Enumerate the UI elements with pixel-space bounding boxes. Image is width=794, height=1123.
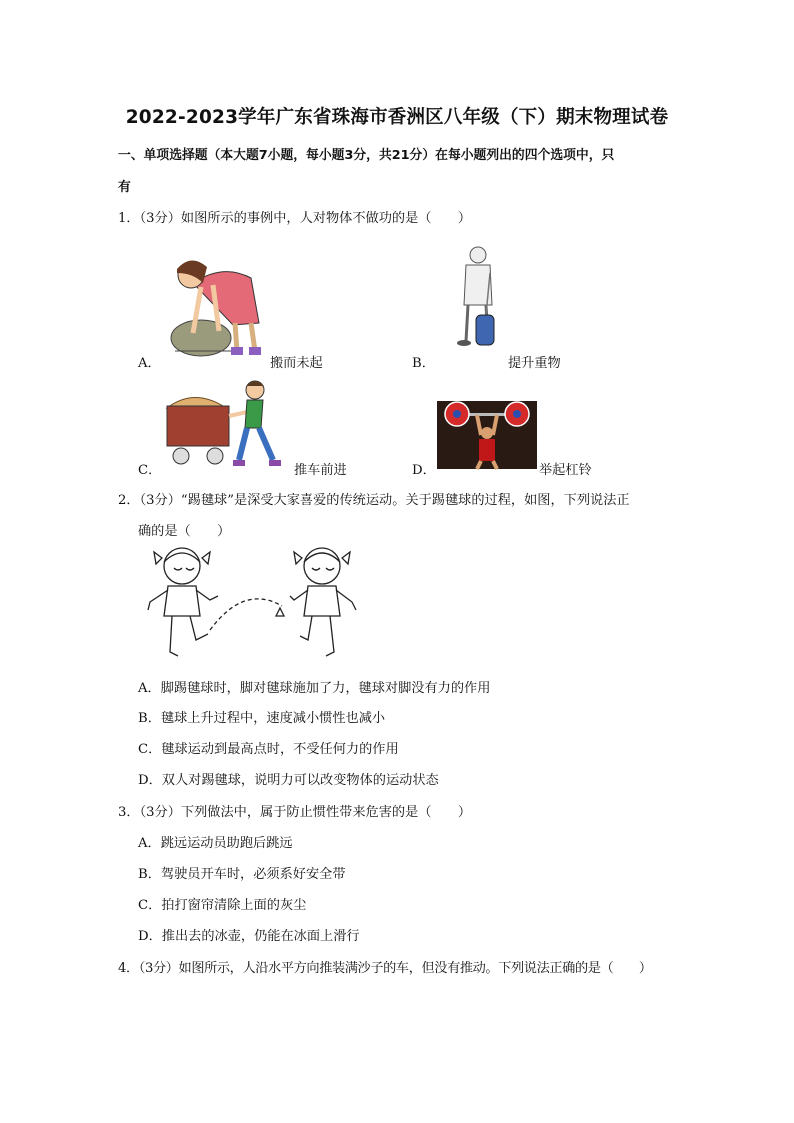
girl-lifting-rock-icon [163,243,269,363]
q3-option-c: C．拍打窗帘清除上面的灰尘 [138,898,307,913]
shuttlecock-kicking-girls-icon [144,544,359,662]
q1-option-d-caption: 举起杠铃 [539,463,592,478]
question-3-stem: 3．（3分）下列做法中，属于防止惯性带来危害的是（ ） [118,805,472,820]
q1-option-c-letter: C． [138,463,162,478]
q1-option-b-letter: B． [412,356,435,371]
section-heading-cont: 有 [118,180,131,195]
q2-option-d: D．双人对踢毽球，说明力可以改变物体的运动状态 [138,773,439,788]
question-1-stem: 1．（3分）如图所示的事例中，人对物体不做功的是（ ） [118,211,472,226]
q1-option-c-caption: 推车前进 [294,463,347,478]
page-title: 2022-2023学年广东省珠海市香洲区八年级（下）期末物理试卷 [125,107,669,128]
weightlifter-icon [437,401,537,469]
question-4-stem: 4．（3分）如图所示，人沿水平方向推装满沙子的车，但没有推动。下列说法正确的是（ ） [118,961,652,976]
q1-option-b-caption: 提升重物 [508,356,561,371]
q2-option-c: C．毽球运动到最高点时，不受任何力的作用 [138,742,399,757]
q1-option-a-caption: 搬而未起 [270,356,323,371]
q3-option-a: A．跳远运动员助跑后跳远 [138,836,293,851]
q1-option-a-letter: A． [138,356,161,371]
q3-option-b: B．驾驶员开车时，必须系好安全带 [138,867,346,882]
q2-option-a: A．脚踢毽球时，脚对毽球施加了力，毽球对脚没有力的作用 [138,681,491,696]
q3-option-d: D．推出去的冰壶，仍能在冰面上滑行 [138,929,360,944]
section-heading: 一、单项选择题（本大题7小题，每小题3分，共21分）在每小题列出的四个选项中，只 [118,148,615,163]
man-lifting-bucket-icon [446,243,506,353]
question-2-stem: 2．（3分）“踢毽球”是深受大家喜爱的传统运动。关于踢毽球的过程，如图，下列说法正 [118,493,630,508]
boy-pushing-cart-icon [163,378,293,470]
question-2-stem-cont: 确的是（ ） [138,524,231,539]
q2-option-b: B．毽球上升过程中，速度减小惯性也减小 [138,711,386,726]
q1-option-d-letter: D． [412,463,436,478]
